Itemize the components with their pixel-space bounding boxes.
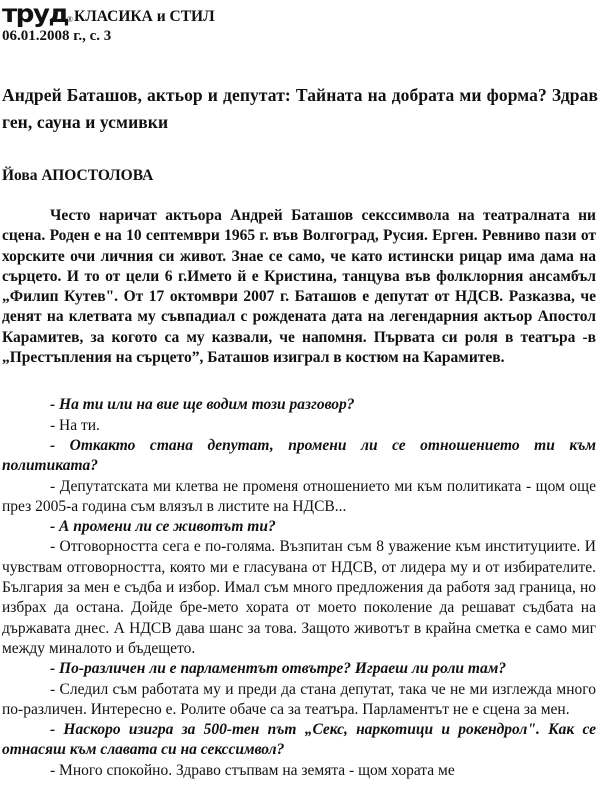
dateline: 06.01.2008 г., с. 3	[2, 28, 112, 44]
article-lead: Често наричат актьора Андрей Баташов секссимвола на театралната ни сцена. Роден е на 10 септември 1965 г. във Волгоград, Русия. Ерген. Ревниво пази от хорските очи личния си живот. Знае се само, че като истински рицар има дама на сърцето. И то от цели 6 г.Името й е Кристина, танцува във фолклорния ансамбъл „Филип Кутев". От 17 октомври 2007 г. Баташов е депутат от НДСВ. Разказва, че денят на клетвата му съвпадиал с рождената дата на легендарния актьор Апостол Карамитев, за когото са му казвали, че напомня. Първата си роля в театъра -в „Престъпления на сърцето”, Баташов изиграл в костюм на Карамитев.	[2, 207, 596, 367]
interview-answer: - Много спокойно. Здраво стъпвам на земята - щом хората ме	[50, 761, 455, 779]
interview-question: - На ти или на вие ще водим този разговор?	[50, 396, 355, 414]
interview-answer: - Депутатската ми клетва не променя отношението ми към политиката - щом още през 2005-а година съм влязъл в листите на НДСВ...	[2, 477, 596, 515]
interview-answer: - Отговорността сега е по-голяма. Възпитан съм 8 уважение към институциите. И чувствам отговорността, която ми е гласувана от НДСВ, от лидера му и от избирателите. България за мен е съдба и избор. Имал съм много предложения да работя зад граница, но избрах да остана. Дойде бре-мето хората от моето поколение да решават съдбата на държавата днес. А НДСВ дава шанс за това. Защото животът в крайна сметка е само миг между миналото и бъдещето.	[2, 538, 596, 657]
interview-question: - А промени ли се животът ти?	[50, 518, 276, 536]
interview-answer: - Следил съм работата му и преди да стана депутат, така че не ми изглежда много по-различен. Интересно е. Ролите обаче са за театъра. Парламентът не е сцена за мен.	[2, 680, 596, 718]
interview-question: - Наскоро изигра за 500-тен път „Секс, наркотици и рокендрол". Как се отнасяш към славата си на секссимвол?	[2, 721, 596, 759]
section-title: КЛАСИКА и СТИЛ	[73, 8, 215, 25]
article-headline: Андрей Баташов, актьор и депутат: Тайната на добрата ми форма? Здрав ген, сауна и усмивки	[2, 85, 598, 132]
newspaper-logo: труд	[2, 0, 69, 28]
registered-mark-icon: ®	[66, 15, 73, 24]
interview-answer: - На ти.	[50, 416, 100, 434]
article-author: Йова АПОСТОЛОВА	[2, 167, 154, 184]
paragraph-spacer	[2, 368, 596, 395]
masthead	[2, 0, 215, 26]
interview-question: - Откакто стана депутат, промени ли се отношението ти към политиката?	[2, 436, 596, 475]
article-body	[2, 206, 596, 781]
interview-question: - По-различен ли е парламентът отвътре? Играеш ли роли там?	[50, 660, 507, 678]
